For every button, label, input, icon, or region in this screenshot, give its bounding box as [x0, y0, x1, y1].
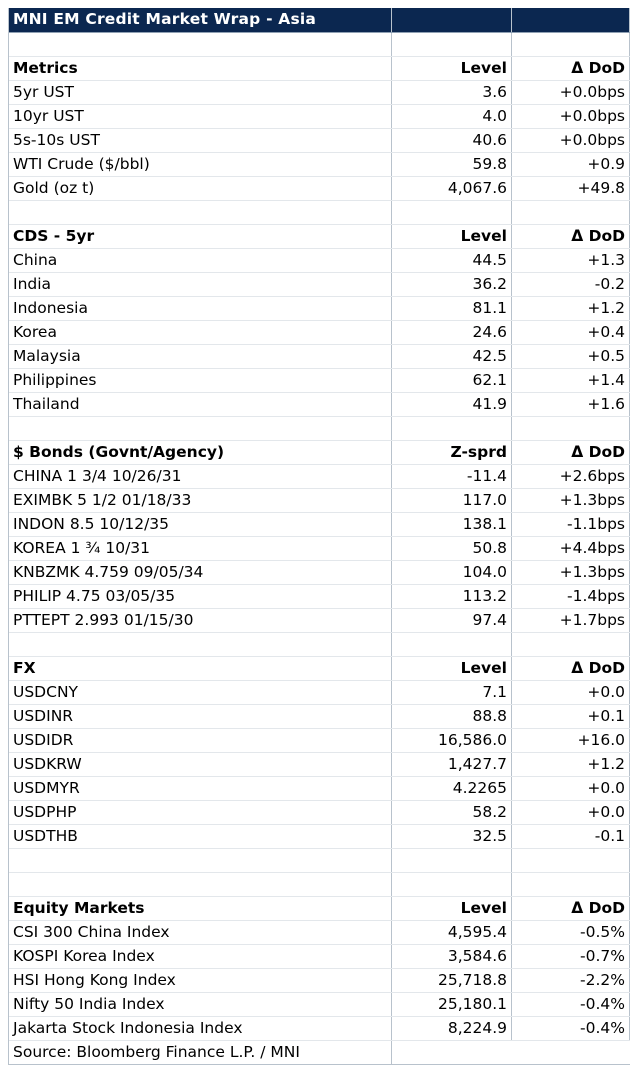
change-column-header: Δ DoD [512, 225, 630, 248]
section-header-row [9, 441, 630, 465]
level-value: 117.0 [392, 489, 512, 512]
change-value: +1.7bps [512, 609, 630, 632]
table-row [9, 297, 630, 321]
table-row [9, 969, 630, 993]
instrument-name: USDCNY [9, 681, 392, 704]
table-row [9, 681, 630, 705]
level-value: 25,718.8 [392, 969, 512, 992]
blank-cell [392, 417, 512, 440]
instrument-name: CHINA 1 3/4 10/26/31 [9, 465, 392, 488]
section-header-row [9, 57, 630, 81]
level-value: 3.6 [392, 81, 512, 104]
table-row [9, 777, 630, 801]
blank-cell [9, 201, 392, 224]
change-value: +0.5 [512, 345, 630, 368]
level-value: 1,427.7 [392, 753, 512, 776]
change-value: +1.3bps [512, 561, 630, 584]
change-value: +0.0 [512, 777, 630, 800]
level-value: 104.0 [392, 561, 512, 584]
blank-cell [512, 849, 630, 872]
table-row [9, 153, 630, 177]
level-value: 50.8 [392, 537, 512, 560]
level-value: 36.2 [392, 273, 512, 296]
section-title: CDS - 5yr [9, 225, 392, 248]
blank-cell [392, 849, 512, 872]
blank-row [9, 417, 630, 441]
section-title: $ Bonds (Govnt/Agency) [9, 441, 392, 464]
blank-cell [9, 849, 392, 872]
level-column-header: Level [392, 897, 512, 920]
instrument-name: USDMYR [9, 777, 392, 800]
level-value: 4,067.6 [392, 177, 512, 200]
change-column-header: Δ DoD [512, 441, 630, 464]
table-row [9, 465, 630, 489]
section-header-row [9, 897, 630, 921]
blank-cell [9, 33, 392, 56]
instrument-name: 5yr UST [9, 81, 392, 104]
blank-cell [392, 633, 512, 656]
market-wrap-table [8, 8, 630, 1065]
change-value: +1.3 [512, 249, 630, 272]
table-row [9, 993, 630, 1017]
level-value: 81.1 [392, 297, 512, 320]
level-value: 7.1 [392, 681, 512, 704]
blank-cell [512, 873, 630, 896]
level-value: 4.0 [392, 105, 512, 128]
blank-cell [512, 33, 630, 56]
table-row [9, 753, 630, 777]
level-column-header: Z-sprd [392, 441, 512, 464]
instrument-name: India [9, 273, 392, 296]
table-row [9, 273, 630, 297]
table-row [9, 369, 630, 393]
section-title: Metrics [9, 57, 392, 80]
table-row [9, 537, 630, 561]
blank-cell [9, 633, 392, 656]
change-value: +0.9 [512, 153, 630, 176]
instrument-name: China [9, 249, 392, 272]
table-row [9, 489, 630, 513]
blank-row [9, 201, 630, 225]
table-row [9, 345, 630, 369]
level-value: 8,224.9 [392, 1017, 512, 1040]
change-value: +0.0bps [512, 105, 630, 128]
level-value: 25,180.1 [392, 993, 512, 1016]
instrument-name: CSI 300 China Index [9, 921, 392, 944]
table-row [9, 561, 630, 585]
blank-cell [9, 417, 392, 440]
level-value: -11.4 [392, 465, 512, 488]
blank-row [9, 33, 630, 57]
table-row [9, 705, 630, 729]
change-value: -0.4% [512, 993, 630, 1016]
section-title: FX [9, 657, 392, 680]
level-value: 59.8 [392, 153, 512, 176]
blank-cell [392, 873, 512, 896]
section-header-row [9, 225, 630, 249]
change-value: +0.0bps [512, 129, 630, 152]
instrument-name: PHILIP 4.75 03/05/35 [9, 585, 392, 608]
level-value: 41.9 [392, 393, 512, 416]
table-row [9, 921, 630, 945]
instrument-name: PTTEPT 2.993 01/15/30 [9, 609, 392, 632]
table-row [9, 81, 630, 105]
change-value: -1.4bps [512, 585, 630, 608]
change-value: +1.6 [512, 393, 630, 416]
title-row [9, 8, 630, 33]
table-row [9, 321, 630, 345]
instrument-name: KOREA 1 ¾ 10/31 [9, 537, 392, 560]
source-row [9, 1041, 630, 1065]
section-title: Equity Markets [9, 897, 392, 920]
change-value: +1.2 [512, 753, 630, 776]
instrument-name: INDON 8.5 10/12/35 [9, 513, 392, 536]
table-row [9, 1017, 630, 1041]
level-value: 40.6 [392, 129, 512, 152]
table-row [9, 129, 630, 153]
level-value: 42.5 [392, 345, 512, 368]
instrument-name: WTI Crude ($/bbl) [9, 153, 392, 176]
source-note: Source: Bloomberg Finance L.P. / MNI [9, 1041, 392, 1064]
change-value: +2.6bps [512, 465, 630, 488]
blank-cell [512, 201, 630, 224]
title-spacer [392, 8, 512, 32]
level-value: 3,584.6 [392, 945, 512, 968]
instrument-name: Jakarta Stock Indonesia Index [9, 1017, 392, 1040]
instrument-name: Nifty 50 India Index [9, 993, 392, 1016]
change-value: -2.2% [512, 969, 630, 992]
table-row [9, 801, 630, 825]
change-value: +0.0 [512, 801, 630, 824]
instrument-name: USDTHB [9, 825, 392, 848]
blank-cell [392, 33, 512, 56]
change-value: -0.1 [512, 825, 630, 848]
change-value: +0.1 [512, 705, 630, 728]
change-value: -0.2 [512, 273, 630, 296]
level-value: 138.1 [392, 513, 512, 536]
instrument-name: Indonesia [9, 297, 392, 320]
level-column-header: Level [392, 57, 512, 80]
change-value: +16.0 [512, 729, 630, 752]
level-column-header: Level [392, 657, 512, 680]
level-value: 58.2 [392, 801, 512, 824]
change-column-header: Δ DoD [512, 657, 630, 680]
change-value: +49.8 [512, 177, 630, 200]
level-value: 88.8 [392, 705, 512, 728]
instrument-name: USDIDR [9, 729, 392, 752]
table-row [9, 249, 630, 273]
change-value: +1.4 [512, 369, 630, 392]
instrument-name: 10yr UST [9, 105, 392, 128]
level-value: 97.4 [392, 609, 512, 632]
change-column-header: Δ DoD [512, 897, 630, 920]
instrument-name: 5s-10s UST [9, 129, 392, 152]
blank-cell [9, 873, 392, 896]
change-column-header: Δ DoD [512, 57, 630, 80]
table-row [9, 609, 630, 633]
level-value: 62.1 [392, 369, 512, 392]
blank-cell [512, 633, 630, 656]
instrument-name: USDPHP [9, 801, 392, 824]
change-value: +1.3bps [512, 489, 630, 512]
table-body [9, 33, 630, 1041]
table-row [9, 945, 630, 969]
blank-row [9, 873, 630, 897]
instrument-name: USDINR [9, 705, 392, 728]
table-row [9, 585, 630, 609]
instrument-name: Philippines [9, 369, 392, 392]
change-value: -0.7% [512, 945, 630, 968]
level-value: 24.6 [392, 321, 512, 344]
section-header-row [9, 657, 630, 681]
level-column-header: Level [392, 225, 512, 248]
level-value: 32.5 [392, 825, 512, 848]
instrument-name: Gold (oz t) [9, 177, 392, 200]
blank-row [9, 849, 630, 873]
blank-cell [392, 201, 512, 224]
instrument-name: Korea [9, 321, 392, 344]
table-row [9, 393, 630, 417]
table-title: MNI EM Credit Market Wrap - Asia [9, 8, 392, 32]
table-row [9, 729, 630, 753]
table-row [9, 177, 630, 201]
instrument-name: KOSPI Korea Index [9, 945, 392, 968]
instrument-name: Malaysia [9, 345, 392, 368]
table-row [9, 825, 630, 849]
change-value: +0.0 [512, 681, 630, 704]
table-row [9, 105, 630, 129]
change-value: +4.4bps [512, 537, 630, 560]
change-value: -0.4% [512, 1017, 630, 1040]
change-value: +0.0bps [512, 81, 630, 104]
change-value: -0.5% [512, 921, 630, 944]
level-value: 44.5 [392, 249, 512, 272]
instrument-name: Thailand [9, 393, 392, 416]
change-value: -1.1bps [512, 513, 630, 536]
level-value: 113.2 [392, 585, 512, 608]
change-value: +1.2 [512, 297, 630, 320]
title-spacer [512, 8, 630, 32]
table-row [9, 513, 630, 537]
blank-row [9, 633, 630, 657]
instrument-name: HSI Hong Kong Index [9, 969, 392, 992]
change-value: +0.4 [512, 321, 630, 344]
level-value: 16,586.0 [392, 729, 512, 752]
instrument-name: EXIMBK 5 1/2 01/18/33 [9, 489, 392, 512]
level-value: 4.2265 [392, 777, 512, 800]
blank-cell [512, 417, 630, 440]
instrument-name: KNBZMK 4.759 09/05/34 [9, 561, 392, 584]
instrument-name: USDKRW [9, 753, 392, 776]
level-value: 4,595.4 [392, 921, 512, 944]
